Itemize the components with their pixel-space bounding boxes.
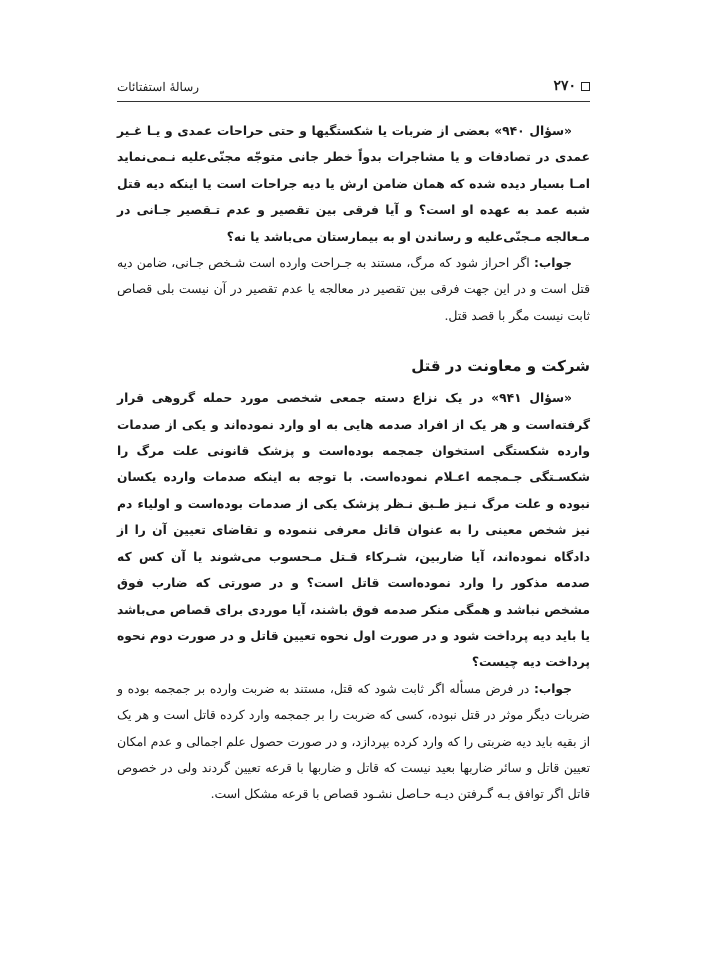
answer-label: جواب: — [533, 256, 572, 271]
running-title: رسالهٔ استفتائات — [117, 80, 200, 94]
question-940: «سؤال ۹۴۰» بعضی از ضربات یا شکستگیها و حتی حراحات عمدی و یـا غـیر عمدی در تصادفات و یا مشاجرات بدواً خطر جانی متوجّه مجنّی‌علیه نـمی‌نماید امـا بسیار دیده شده که همان ضامن ارش یا دیه جراحات است یا اینکه دیه قتل شبه عمد به عهده او است؟ و آیا فرقی بین تقصیر و عدم تـقصیر جـانی در مـعالجه مـجنّی‌علیه و رساندن او به بیمارستان می‌باشد یا نه؟ — [117, 124, 590, 244]
page-number-block — [553, 78, 590, 94]
header-divider — [117, 101, 590, 102]
page-number: ۲۷۰ — [553, 78, 576, 94]
page-header — [117, 78, 590, 100]
answer-941 — [117, 676, 590, 808]
answer-940 — [117, 250, 590, 329]
square-bullet-icon — [581, 82, 590, 91]
section-heading: شرکت و معاونت در قتل — [411, 357, 590, 376]
answer-text: در فرض مسأله اگر ثابت شود که قتل، مستند به ضربت وارده بر جمجمه بوده و ضربات دیگر موثر در قتل نبوده، کسی که ضربت را بر جمجمه وارد کرده قاتل است و هر یک از بقیه باید دیه ضربتی را که وارد کرده بپردازد، و در صورت حصول علم اجمالی و عدم امکان تعیین قاتل و سائر ضاربها بعید نیست که قاتل و ضاربها با قرعه تعیین گردند ولی در خصوص قاتل اگر توافق بـه گـرفتن دیـه حـاصل نشـود قصاص با قرعه مشکل است. — [117, 681, 590, 802]
answer-label: جواب: — [533, 681, 572, 696]
question-941: «سؤال ۹۴۱» در یک نزاع دسته جمعی شخصی مورد حمله گروهی قرار گرفته‌است و هر یک از افراد صدمه هایی به او وارد نموده‌اند و یکی از صدمات وارده شکستگی استخوان جمجمه بوده‌است و پزشک قانونی علت مرگ را شکسـتگی جـمجمه اعـلام نموده‌است. با توجه به اینکه صدمات وارده یکسان نبوده و علت مرگ نـیز طـبق نـظر پزشک یکی از صدمات بوده‌است و اولیاء دم نیز شخص معینی را به عنوان قاتل معرفی ننموده و تقاضای تعیین آن را از دادگاه نموده‌اند، آیا ضاربین، شـرکاء قـتل مـحسوب می‌شوند یا آن کس که صدمه مذکور را وارد نموده‌است قاتل است؟ و در صورتی که ضارب فوق مشخص نباشد و همگی منکر صدمه فوق باشند، آیا موردی برای قصاص می‌باشد یا باید دیه پرداخت شود و در صورت اول نحوه تعیین قاتل و در صورت دوم نحوه پرداخت دیه چیست؟ — [117, 391, 590, 670]
answer-text: اگر احراز شود که مرگ، مستند به جـراحت وارده است شـخص جـانی، ضامن دیه قتل است و در این جهت فرقی بین تقصیر در معالجه یا عدم تقصیر در آن نیست بلی قصاص ثابت نیست مگر با قصد قتل. — [117, 256, 590, 323]
page-body — [117, 118, 590, 808]
